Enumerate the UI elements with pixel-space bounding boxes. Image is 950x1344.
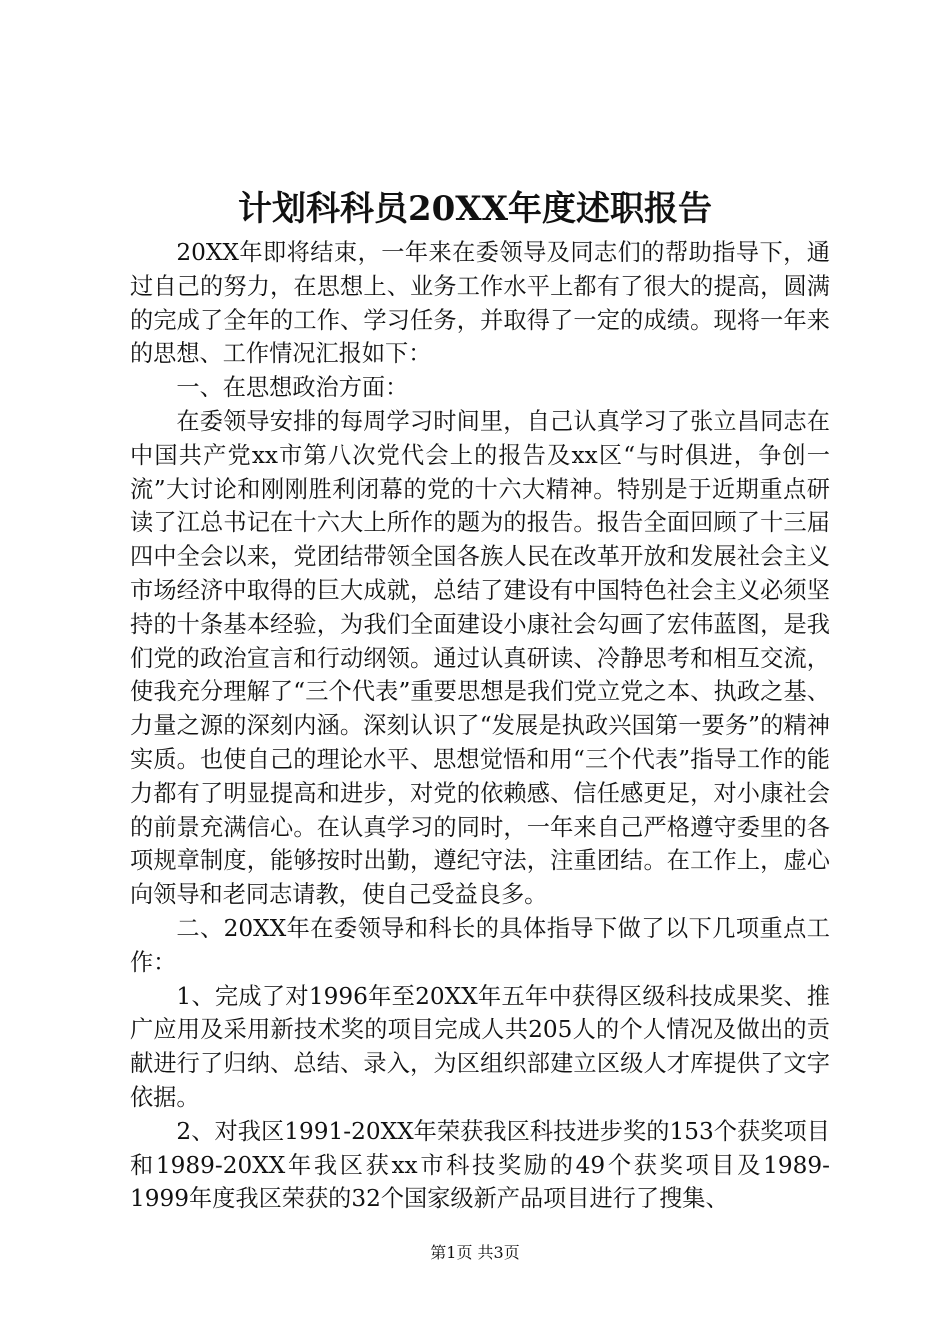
paragraph-item-2: 2、对我区1991-20XX年荣获我区科技进步奖的153个获奖项目和1989-20XX年我区获xx市科技奖励的49个获奖项目及1989-1999年度我区荣获的32个国家级新产品项目进行了搜集、 — [130, 1117, 830, 1213]
paragraph-item-1: 1、完成了对1996年至20XX年五年中获得区级科技成果奖、推广应用及采用新技术奖的项目完成人共205人的个人情况及做出的贡献进行了归纳、总结、录入，为区组织部建立区级人才库提供了文字依据。 — [130, 982, 830, 1111]
paragraph-section-2-heading: 二、20XX年在委领导和科长的具体指导下做了以下几项重点工作： — [130, 914, 830, 976]
document-title: 计划科科员20XX年度述职报告 — [237, 189, 713, 229]
paragraph-section-1-body: 在委领导安排的每周学习时间里，自己认真学习了张立昌同志在中国共产党xx市第八次党代会上的报告及xx区“与时俱进，争创一流”大讨论和刚刚胜利闭幕的党的十六大精神。特别是于近期重点研读了江总书记在十六大上所作的题为的报告。报告全面回顾了十三届四中全会以来，党团结带领全国各族人民在改革开放和发展社会主义市场经济中取得的巨大成就，总结了建设有中国特色社会主义必须坚持的十条基本经验，为我们全面建设小康社会勾画了宏伟蓝图，是我们党的政治宣言和行动纲领。通过认真研读、冷静思考和相互交流，使我充分理解了“三个代表”重要思想是我们党立党之本、执政之基、力量之源的深刻内涵。深刻认识了“发展是执政兴国第一要务”的精神实质。也使自己的理论水平、思想觉悟和用“三个代表”指导工作的能力都有了明显提高和进步，对党的依赖感、信任感更足，对小康社会的前景充满信心。在认真学习的同时，一年来自己严格遵守委里的各项规章制度，能够按时出勤，遵纪守法，注重团结。在工作上，虚心向领导和老同志请教，使自己受益良多。 — [130, 407, 830, 909]
page-footer: 第1页 共3页 — [430, 1243, 520, 1262]
document-body — [130, 236, 830, 1216]
paragraph-section-1-heading: 一、在思想政治方面： — [176, 374, 409, 402]
paragraph-intro: 20XX年即将结束，一年来在委领导及同志们的帮助指导下，通过自己的努力，在思想上、业务工作水平上都有了很大的提高，圆满的完成了全年的工作、学习任务，并取得了一定的成绩。现将一年来的思想、工作情况汇报如下： — [130, 239, 830, 368]
